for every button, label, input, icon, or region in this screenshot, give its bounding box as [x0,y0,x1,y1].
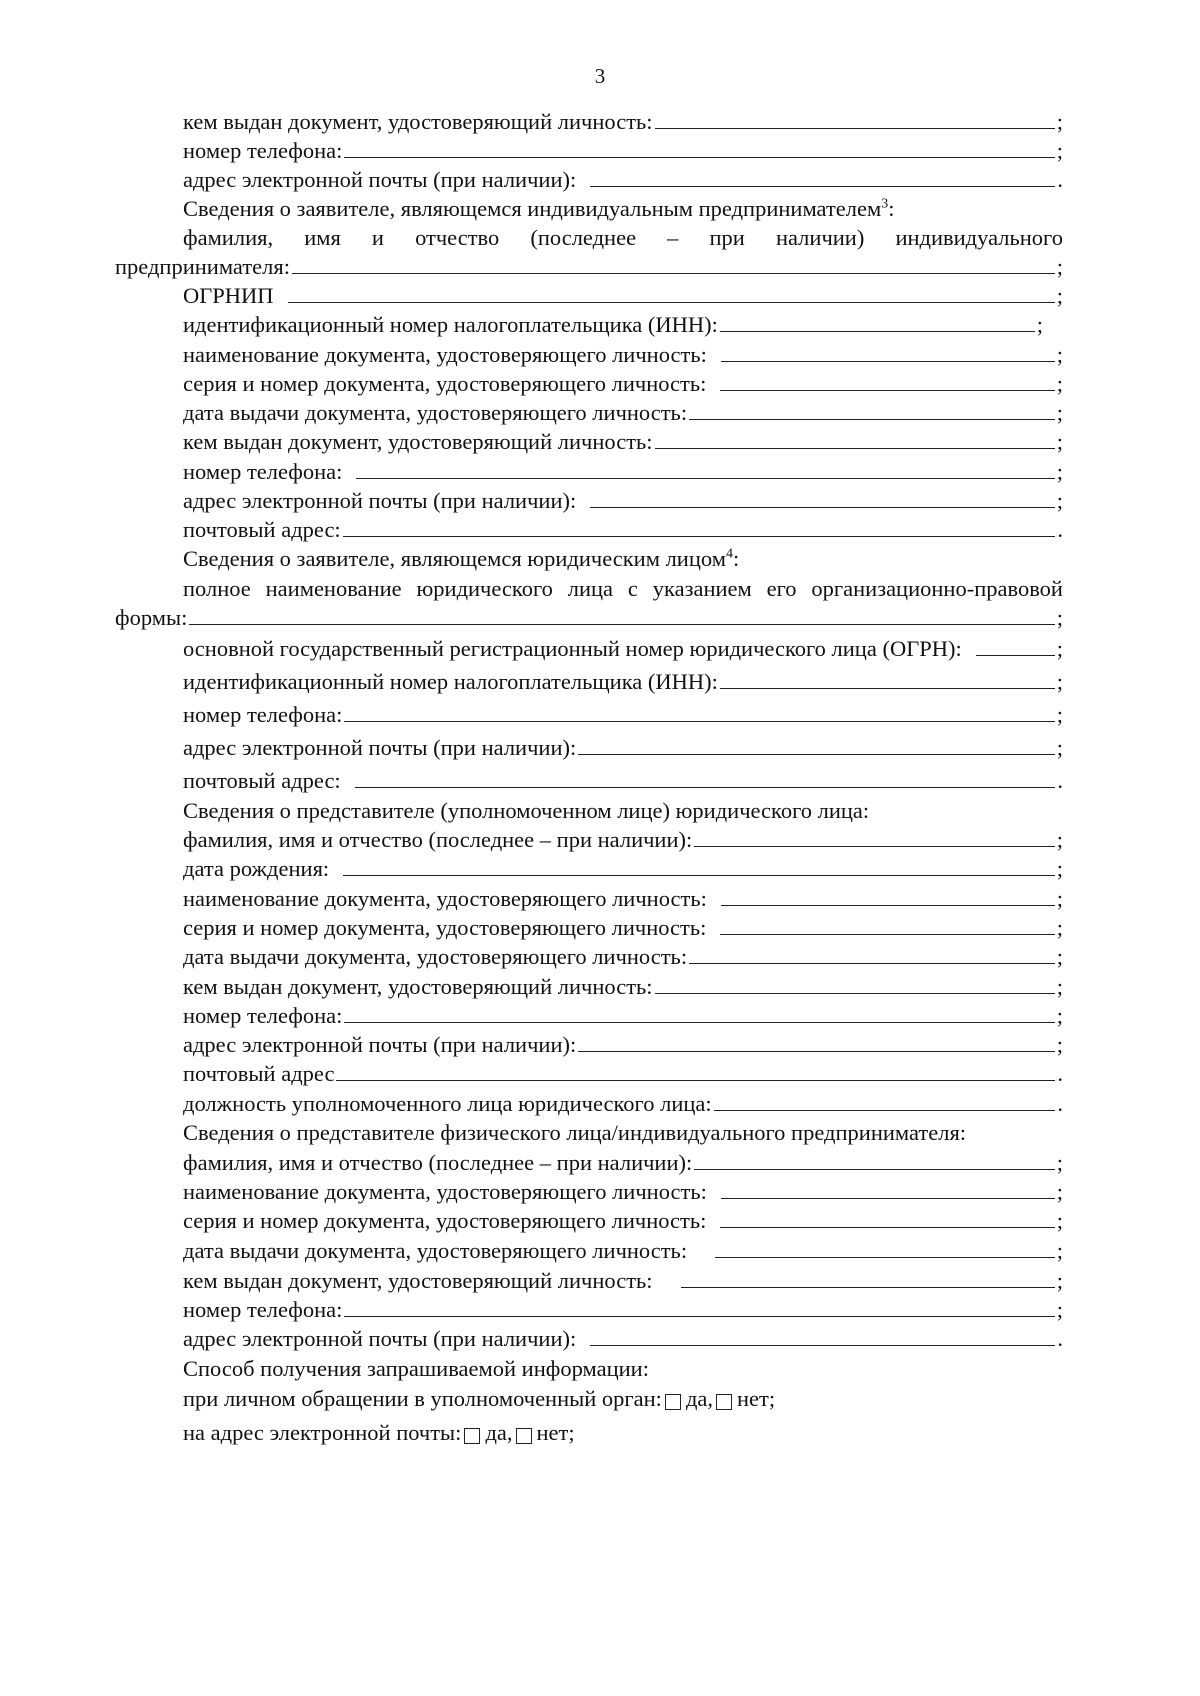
label-word: наименование [265,575,402,601]
ul-post-field[interactable] [355,787,1056,788]
punct: ; [1056,973,1063,999]
field-label: ОГРНИП [183,282,274,308]
applicant-phone-field[interactable] [344,157,1054,158]
punct: ; [1056,1237,1063,1263]
field-label: номер телефона: [183,458,343,484]
field-label: серия и номер документа, удостоверяющего личность: [183,370,707,396]
ul-ogrn-row [183,630,1063,660]
field-label: адрес электронной почты (при наличии): [183,734,577,760]
punct: ; [1056,1149,1063,1175]
rep-ul-position-field[interactable] [714,1110,1056,1111]
page-number: 3 [594,64,606,88]
punct: ; [1056,635,1063,661]
field-label: идентификационный номер налогоплательщика (ИНН): [183,668,718,694]
rep-fl-doc-series-field[interactable] [720,1227,1054,1228]
method-in-person-row [183,1380,1063,1410]
rep-fl-doc-issuer-row [183,1262,1063,1292]
punct: . [1057,166,1063,192]
applicant-email-field[interactable] [590,186,1055,187]
ul-name-label-line [183,570,1063,600]
field-label: дата выдачи документа, удостоверяющего личность: [183,399,688,425]
field-label: кем выдан документ, удостоверяющий личность: [183,973,653,999]
rep-fl-fio-field[interactable] [694,1169,1054,1170]
rep-ul-position-row [183,1085,1063,1115]
rep-ul-doc-date-row [183,938,1063,968]
punct: ; [1056,604,1063,630]
section-title: Сведения о заявителе, являющемся индивидуальным предпринимателем [183,195,882,221]
ip-fio-field[interactable] [292,273,1055,274]
punct: ; [1056,253,1063,279]
rep-ul-email-field[interactable] [578,1051,1055,1052]
field-label: идентификационный номер налогоплательщика (ИНН): [183,311,718,337]
punct: ; [1056,914,1063,940]
punct: . [1057,1325,1063,1351]
ip-email-row [183,482,1063,512]
field-label: фамилия, имя и отчество (последнее – при наличии): [183,1149,693,1175]
rep-ul-birth-field[interactable] [343,875,1055,876]
field-label: кем выдан документ, удостоверяющий личность: [183,428,653,454]
rep-ul-birth-row [183,850,1063,880]
field-label: наименование документа, удостоверяющего личность: [183,885,707,911]
ip-doc-issuer-field[interactable] [655,448,1055,449]
ip-doc-name-field[interactable] [721,361,1055,362]
rep-ul-doc-date-field[interactable] [689,963,1055,964]
ul-phone-row [183,696,1063,726]
field-label: серия и номер документа, удостоверяющего личность: [183,914,707,940]
punct: . [1057,767,1063,793]
label-word: организационно-правовой [811,575,1063,601]
option-no-label: нет; [737,1385,776,1411]
punct: ; [1056,487,1063,513]
applicant-doc-issuer-row [183,103,1063,133]
rep-ul-doc-issuer-row [183,968,1063,998]
rep-ul-post-row [183,1055,1063,1085]
field-label: формы: [115,604,188,630]
punct: ; [1056,1031,1063,1057]
rep-fl-doc-name-row [183,1173,1063,1203]
label-word: (последнее [530,224,637,250]
method-section-header [183,1350,1063,1380]
field-label: серия и номер документа, удостоверяющего личность: [183,1207,707,1233]
rep-fl-doc-issuer-field[interactable] [681,1287,1055,1288]
punct: ; [1056,1267,1063,1293]
ul-inn-row [183,663,1063,693]
rep-fl-fio-row [183,1144,1063,1174]
method-email-row [183,1414,1063,1444]
section-title: Способ получения запрашиваемой информации: [183,1355,649,1381]
rep-fl-phone-row [183,1291,1063,1321]
label-word: при [709,224,745,250]
field-label: на адрес электронной почты: [183,1419,462,1445]
punct: . [1057,1090,1063,1116]
rep-fl-phone-field[interactable] [344,1316,1054,1317]
punct: ; [1056,399,1063,425]
field-label: почтовый адрес [183,1060,335,1086]
label-word: указанием [652,575,752,601]
ogrnip-row [183,277,1063,307]
ip-section-header: Сведения о заявителе, являющемся индивидуальным предпринимателем$^3$: [183,195,895,221]
label-word: фамилия, [183,224,274,250]
section-title: Сведения о представителе (уполномоченном лице) юридического лица: [183,797,870,823]
applicant-phone-row [183,132,1063,162]
field-label: номер телефона: [183,1296,343,1322]
ul-ogrn-field[interactable] [976,655,1055,656]
rep-fl-doc-series-row [183,1202,1063,1232]
field-label: предпринимателя: [115,253,290,279]
rep-ul-email-row [183,1026,1063,1056]
field-label: наименование документа, удостоверяющего личность: [183,1178,707,1204]
ip-post-field[interactable] [343,536,1056,537]
option-no-label: нет; [536,1419,575,1445]
ip-post-row [183,511,1063,541]
punct: ; [1056,458,1063,484]
punct: ; [1056,108,1063,134]
rep-ul-doc-series-row [183,909,1063,939]
label-word: индивидуального [895,224,1063,250]
rep-ul-post-field[interactable] [336,1080,1055,1081]
label-word: отчество [415,224,500,250]
ul-name-row [115,599,1063,629]
label-word: полное [183,575,251,601]
footnote-ref: 4 [725,546,733,561]
field-label: дата выдачи документа, удостоверяющего личность: [183,943,688,969]
rep-fl-email-field[interactable] [590,1345,1055,1346]
ip-inn-field[interactable] [720,331,1035,332]
ip-doc-date-field[interactable] [689,419,1055,420]
option-yes-label: да, [485,1419,513,1445]
ip-doc-issuer-row [183,423,1063,453]
section-title: Сведения о представителе физического лица/индивидуального предпринимателя: [183,1119,967,1145]
field-label: номер телефона: [183,701,343,727]
rep-ul-fio-row [183,821,1063,851]
option-yes-label: да, [685,1385,713,1411]
ip-doc-date-row [183,394,1063,424]
ip-phone-field[interactable] [356,478,1054,479]
field-label: почтовый адрес: [183,767,341,793]
rep-ul-phone-field[interactable] [344,1022,1054,1023]
field-label: номер телефона: [183,137,343,163]
rep-fl-email-row [183,1320,1063,1350]
field-label: дата выдачи документа, удостоверяющего личность: [183,1237,688,1263]
rep-ul-section-header [183,792,1063,822]
punct: ; [1056,826,1063,852]
rep-ul-doc-name-field[interactable] [721,905,1055,906]
punct: ; [1056,885,1063,911]
label-word: – [667,224,679,250]
field-label: адрес электронной почты (при наличии): [183,1031,577,1057]
label-word: юридического [416,575,553,601]
ip-doc-series-row [183,365,1063,395]
punct: ; [1036,311,1043,337]
rep-fl-doc-date-row [183,1232,1063,1262]
field-label: адрес электронной почты (при наличии): [183,1325,577,1351]
ip-inn-row [183,306,1043,336]
punct: . [1057,1060,1063,1086]
ul-email-row [183,729,1063,759]
label-word: и [371,224,384,250]
punct: ; [1056,282,1063,308]
field-label: номер телефона: [183,1002,343,1028]
punct: ; [1056,341,1063,367]
label-word: лица [567,575,614,601]
rep-ul-phone-row [183,997,1063,1027]
punct: ; [1056,1178,1063,1204]
in-person-yes-checkbox[interactable] [665,1394,681,1410]
ul-post-row [183,762,1063,792]
ip-doc-series-field[interactable] [720,390,1054,391]
field-label: адрес электронной почты (при наличии): [183,166,577,192]
ogrnip-field[interactable] [288,302,1055,303]
rep-fl-doc-date-field[interactable] [715,1257,1055,1258]
field-label: при личном обращении в уполномоченный орган: [183,1385,662,1411]
ip-phone-row [183,453,1063,483]
punct: ; [1056,668,1063,694]
rep-fl-doc-name-field[interactable] [721,1198,1055,1199]
ul-section-header: Сведения о заявителе, являющемся юридическим лицом$^4$: [183,545,740,571]
field-label: должность уполномоченного лица юридического лица: [183,1090,712,1116]
label-word: имя [304,224,341,250]
rep-ul-doc-series-field[interactable] [720,934,1054,935]
punct: . [1057,516,1063,542]
ul-inn-field[interactable] [720,688,1055,689]
ip-doc-name-row [183,336,1063,366]
email-yes-checkbox[interactable] [464,1428,480,1444]
field-label: основной государственный регистрационный номер юридического лица (ОГРН): [183,635,962,661]
applicant-doc-issuer-field[interactable] [655,128,1055,129]
field-label: кем выдан документ, удостоверяющий личность: [183,1267,653,1293]
field-label: дата рождения: [183,855,330,881]
applicant-email-row [183,161,1063,191]
field-label: кем выдан документ, удостоверяющий личность: [183,108,653,134]
rep-ul-doc-name-row [183,880,1063,910]
punct: ; [1056,1296,1063,1322]
punct: ; [1056,1207,1063,1233]
rep-fl-section-header [183,1114,1063,1144]
punct: ; [1056,1002,1063,1028]
label-word: с [627,575,638,601]
ul-name-field[interactable] [189,624,1054,625]
label-word: его [766,575,797,601]
field-label: почтовый адрес: [183,516,341,542]
punct: ; [1056,137,1063,163]
punct: ; [1056,428,1063,454]
email-no-checkbox[interactable] [516,1428,532,1444]
rep-ul-fio-field[interactable] [694,846,1054,847]
field-label: адрес электронной почты (при наличии): [183,487,577,513]
punct: ; [1056,734,1063,760]
label-word: наличии) [775,224,865,250]
ip-fio-label-line [183,219,1063,249]
rep-ul-doc-issuer-field[interactable] [655,993,1055,994]
field-label: наименование документа, удостоверяющего личность: [183,341,707,367]
ul-email-field[interactable] [578,754,1055,755]
punct: ; [1056,701,1063,727]
ip-fio-row [115,248,1063,278]
ul-phone-field[interactable] [344,721,1054,722]
section-title: Сведения о заявителе, являющемся юридическим лицом [183,545,726,571]
in-person-no-checkbox[interactable] [716,1394,732,1410]
footnote-ref: 3 [881,196,889,211]
punct: ; [1056,370,1063,396]
field-label: фамилия, имя и отчество (последнее – при наличии): [183,826,693,852]
punct: ; [1056,855,1063,881]
ip-email-field[interactable] [590,507,1055,508]
punct: ; [1056,943,1063,969]
